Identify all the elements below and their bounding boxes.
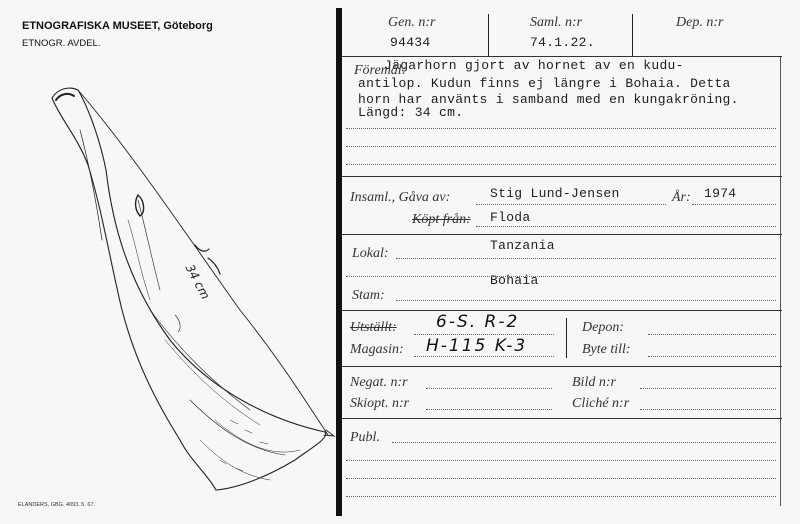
length-annotation: 34 cm	[182, 262, 213, 302]
negat-label: Negat. n:r	[350, 375, 408, 390]
foremal-line-4: Längd: 34 cm.	[358, 105, 464, 120]
stam-label: Stam:	[352, 288, 385, 303]
magasin-value: H-115 K-3	[426, 336, 528, 356]
insaml-label: Insaml., Gåva av:	[350, 190, 451, 205]
kopt-fran-label: Köpt från:	[412, 212, 471, 227]
bild-label: Bild n:r	[572, 375, 616, 390]
horn-texture	[80, 130, 102, 240]
top-row-divider	[342, 56, 782, 57]
depon-label: Depon:	[582, 320, 624, 335]
publ-label: Publ.	[350, 430, 380, 445]
dep-nr-label: Dep. n:r	[676, 15, 724, 30]
card-right-border	[780, 56, 781, 506]
lokal-value-2: Bohaia	[490, 273, 539, 288]
ar-value: 1974	[704, 186, 737, 201]
printer-line: ELANDERS, GBG. 4093. 5. 67.	[18, 502, 96, 508]
horn-tip-hole	[56, 94, 74, 100]
museum-name: ETNOGRAFISKA MUSEET, Göteborg	[22, 20, 213, 32]
department-label: ETNOGR. AVDEL.	[22, 38, 101, 49]
saml-nr-value: 74.1.22.	[530, 35, 595, 50]
utstallt-value: 6-S. R-2	[436, 312, 520, 332]
utstallt-label: Utställt:	[350, 320, 397, 335]
saml-nr-label: Saml. n:r	[530, 15, 583, 30]
card-left-border	[336, 8, 342, 516]
gen-nr-value: 94434	[390, 35, 431, 50]
byte-till-label: Byte till:	[582, 342, 631, 357]
horn-outline	[52, 88, 326, 490]
measure-line	[78, 90, 328, 435]
foremal-line-1: Jägarhorn gjort av hornet av en kudu-	[384, 58, 684, 73]
gen-nr-label: Gen. n:r	[388, 15, 436, 30]
lokal-label: Lokal:	[352, 246, 389, 261]
magasin-label: Magasin:	[350, 342, 404, 357]
cliche-label: Cliché n:r	[572, 396, 630, 411]
horn-sketch	[40, 70, 340, 500]
ar-label: År:	[672, 190, 691, 205]
foremal-label: Föremål:	[354, 63, 407, 78]
foremal-line-3: horn har använts i samband med en kungakröning.	[358, 92, 739, 107]
lokal-value-1: Tanzania	[490, 238, 555, 253]
insaml-value: Stig Lund-Jensen	[490, 186, 620, 201]
kopt-fran-value: Floda	[490, 210, 531, 225]
skiopt-label: Skiopt. n:r	[350, 396, 410, 411]
foremal-line-2: antilop. Kudun finns ej längre i Bohaia. Detta	[358, 76, 731, 91]
